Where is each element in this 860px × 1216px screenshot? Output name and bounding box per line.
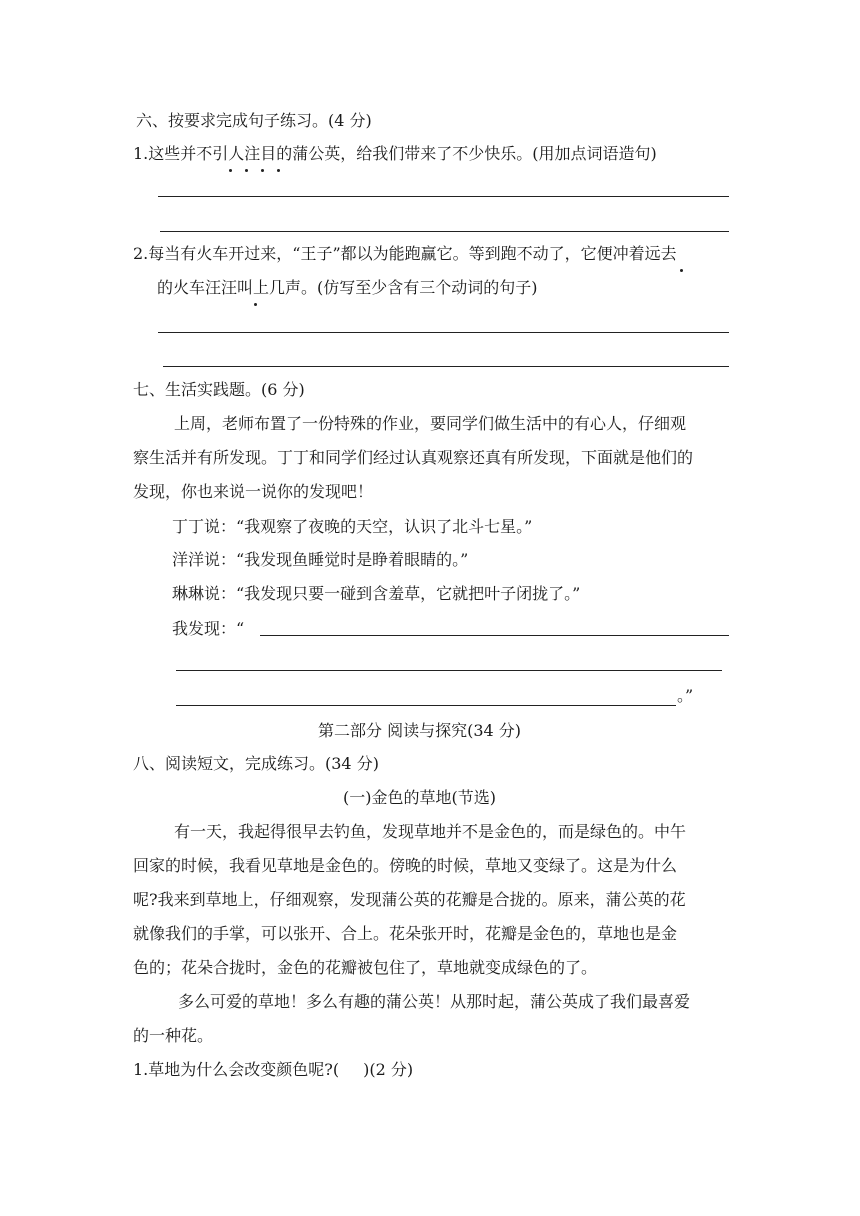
question-8-1-text: 1.草地为什么会改变颜色呢?( bbox=[133, 1060, 340, 1079]
question-6-2-line1: 2.每当有火车开过来，“王子”都以为能跑赢它。等到跑不动了，它便冲着远去 bbox=[133, 244, 677, 263]
quote-linlin: 琳琳说：“我发现只要一碰到含羞草，它就把叶子闭拢了。” bbox=[172, 584, 581, 603]
answer-line[interactable] bbox=[158, 196, 729, 197]
quote-dingding: 丁丁说：“我观察了夜晚的天空，认识了北斗七星。” bbox=[172, 517, 533, 536]
passage-line: 呢?我来到草地上，仔细观察，发现蒲公英的花瓣是合拢的。原来，蒲公英的花 bbox=[133, 890, 686, 909]
emphasis-dot bbox=[680, 269, 683, 272]
section-7-intro-line: 上周，老师布置了一份特殊的作业，要同学们做生活中的有心人，仔细观 bbox=[174, 414, 687, 433]
question-6-2-line2: 的火车汪汪叫上几声。(仿写至少含有三个动词的句子) bbox=[157, 278, 538, 297]
question-8-1 bbox=[133, 1060, 413, 1080]
passage-line: 的一种花。 bbox=[133, 1026, 214, 1045]
passage-line: 色的；花朵合拢时，金色的花瓣被包住了，草地就变成绿色的了。 bbox=[133, 958, 598, 977]
question-6-1-text: 1.这些并不引人注目的蒲公英，给我们带来了不少快乐。(用加点词语造句) bbox=[133, 144, 657, 163]
answer-line[interactable] bbox=[176, 705, 676, 706]
answer-line[interactable] bbox=[163, 366, 729, 367]
passage-line: 有一天，我起得很早去钓鱼，发现草地并不是金色的，而是绿色的。中午 bbox=[174, 822, 687, 841]
answer-line[interactable] bbox=[160, 231, 729, 232]
passage-line: 就像我们的手掌，可以张开、合上。花朵张开时，花瓣是金色的，草地也是金 bbox=[133, 924, 678, 943]
my-finding-label: 我发现：“ bbox=[172, 619, 245, 638]
emphasis-dot bbox=[254, 303, 257, 306]
emphasis-dot bbox=[229, 169, 232, 172]
answer-line[interactable] bbox=[158, 332, 729, 333]
part-2-heading: 第二部分 阅读与探究(34 分) bbox=[318, 721, 522, 740]
closing-quote: 。” bbox=[677, 686, 694, 705]
passage-line: 回家的时候，我看见草地是金色的。傍晚的时候，草地又变绿了。这是为什么 bbox=[133, 856, 678, 875]
answer-line[interactable] bbox=[260, 635, 729, 636]
answer-line[interactable] bbox=[176, 670, 722, 671]
section-7-heading: 七、生活实践题。(6 分) bbox=[133, 380, 305, 399]
passage-line: 多么可爱的草地！多么有趣的蒲公英！从那时起，蒲公英成了我们最喜爱 bbox=[178, 992, 691, 1011]
passage-title: (一)金色的草地(节选) bbox=[343, 788, 496, 807]
emphasis-dot bbox=[245, 169, 248, 172]
section-7-intro-line: 察生活并有所发现。丁丁和同学们经过认真观察还真有所发现，下面就是他们的 bbox=[133, 448, 694, 467]
emphasis-dot bbox=[261, 169, 264, 172]
section-8-heading: 八、阅读短文，完成练习。(34 分) bbox=[133, 754, 379, 773]
section-7-intro-line: 发现，你也来说一说你的发现吧！ bbox=[133, 482, 374, 501]
emphasis-dot bbox=[277, 169, 280, 172]
quote-yangyang: 洋洋说：“我发现鱼睡觉时是睁着眼睛的。” bbox=[172, 550, 469, 569]
section-6-heading: 六、按要求完成句子练习。(4 分) bbox=[136, 111, 372, 130]
question-8-1-points: )(2 分) bbox=[363, 1060, 414, 1079]
